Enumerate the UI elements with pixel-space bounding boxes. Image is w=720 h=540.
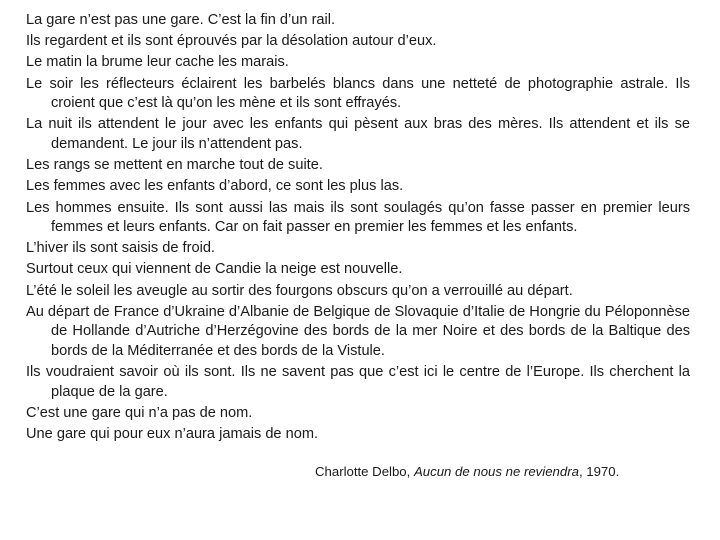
document-page xyxy=(26,11,690,446)
poem-line: C’est une gare qui n’a pas de nom. xyxy=(26,405,253,421)
poem-text xyxy=(26,11,690,445)
poem-line: Le matin la brume leur cache les marais. xyxy=(26,54,289,71)
poem-line: Une gare qui pour eux n’aura jamais de nom. xyxy=(26,426,319,443)
poem-line: Les hommes ensuite. Ils sont aussi las mais ils sont soulagés qu’on fasse passer en premier leurs femmes et leurs enfants. Car on fait passer en premier les femmes et les enfants. xyxy=(26,199,690,236)
poem-line: Ils regardent et ils sont éprouvés par la désolation autour d’eux. xyxy=(26,33,437,50)
poem-line: L’été le soleil les aveugle au sortir des fourgons obscurs qu’on a verrouillé au départ. xyxy=(26,282,573,299)
citation xyxy=(315,463,619,480)
citation-author: Charlotte Delbo, xyxy=(315,464,411,479)
poem-line: Les rangs se mettent en marche tout de suite. xyxy=(26,157,323,174)
poem-line: L’hiver ils sont saisis de froid. xyxy=(26,240,215,257)
poem-line: La nuit ils attendent le jour avec les enfants qui pèsent aux bras des mères. Ils attendent et ils se demandent. Le jour ils n’attendent pas. xyxy=(26,116,690,152)
poem-line: Surtout ceux qui viennent de Candie la neige est nouvelle. xyxy=(26,261,403,278)
poem-line: Les femmes avec les enfants d’abord, ce sont les plus las. xyxy=(26,178,404,195)
poem-line: La gare n’est pas une gare. C’est la fin d’un rail. xyxy=(26,12,336,28)
citation-title: Aucun de nous ne reviendra xyxy=(413,464,579,479)
poem-line: Au départ de France d’Ukraine d’Albanie de Belgique de Slovaquie d’Italie de Hongrie du Péloponnèse de Hollande d’Autriche d’Herzégovine des bords de la mer Noire et des bords de la Baltique des bords de la Méditerranée et des bords de la Vistule. xyxy=(26,303,690,360)
citation-year: , 1970. xyxy=(578,464,620,479)
poem-line: Le soir les réflecteurs éclairent les barbelés blancs dans une netteté de photographie astrale. Ils croient que c’est là qu’on les mène et ils sont effrayés. xyxy=(26,75,690,112)
poem-line: Ils voudraient savoir où ils sont. Ils ne savent pas que c’est ici le centre de l’Europe. Ils cherchent la plaque de la gare. xyxy=(26,364,690,400)
